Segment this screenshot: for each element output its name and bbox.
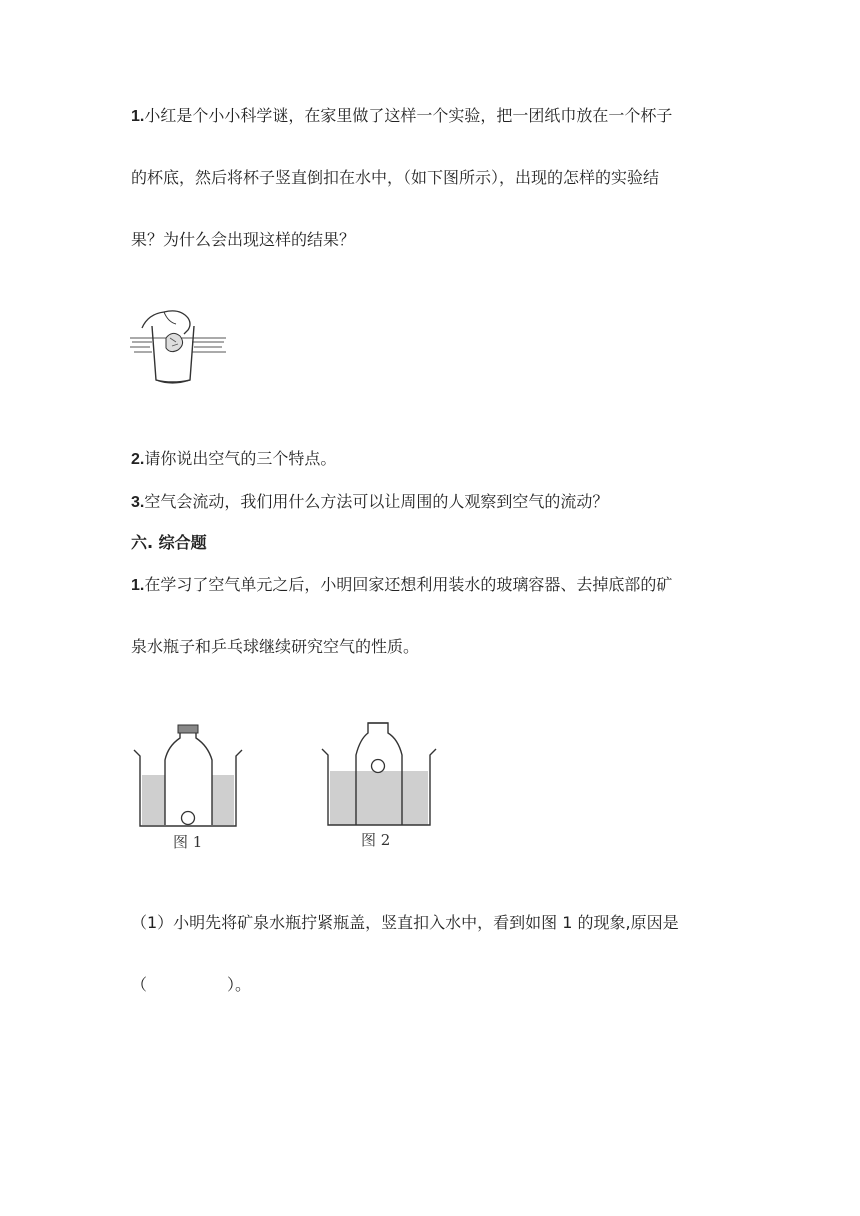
- s6q1-line2: 泉水瓶子和乒乓球继续研究空气的性质。: [131, 637, 420, 656]
- section-title: 六. 综合题: [131, 533, 207, 552]
- q2-line: 2.请你说出空气的三个特点。: [131, 449, 337, 468]
- q3-number: 3.: [131, 494, 145, 511]
- figure-2-caption: 图 2: [361, 831, 391, 849]
- q3-line: 3.空气会流动，我们用什么方法可以让周围的人观察到空气的流动？: [131, 492, 609, 511]
- subq1-line2: （ ）。: [131, 975, 252, 994]
- s6q1-number: 1.: [131, 577, 145, 594]
- figure-1-caption: 图 1: [173, 833, 203, 851]
- q2-number: 2.: [131, 451, 145, 468]
- subq1-line1: （1）小明先将矿泉水瓶拧紧瓶盖，竖直扣入水中，看到如图 1 的现象,原因是: [131, 913, 679, 932]
- q1-line1: 1.小红是个小小科学谜，在家里做了这样一个实验，把一团纸巾放在一个杯子: [131, 106, 673, 125]
- q1-line3: 果？为什么会出现这样的结果？: [131, 230, 356, 249]
- cup-in-water-illustration: [128, 308, 228, 388]
- q1-number: 1.: [131, 108, 145, 125]
- figure-1-bottle-in-water: [128, 720, 246, 855]
- s6q1-line1: 1.在学习了空气单元之后，小明回家还想利用装水的玻璃容器、去掉底部的矿: [131, 575, 673, 594]
- figure-2-bottle-in-water: [318, 715, 440, 855]
- q1-line2: 的杯底，然后将杯子竖直倒扣在水中，（如下图所示），出现的怎样的实验结: [131, 168, 660, 187]
